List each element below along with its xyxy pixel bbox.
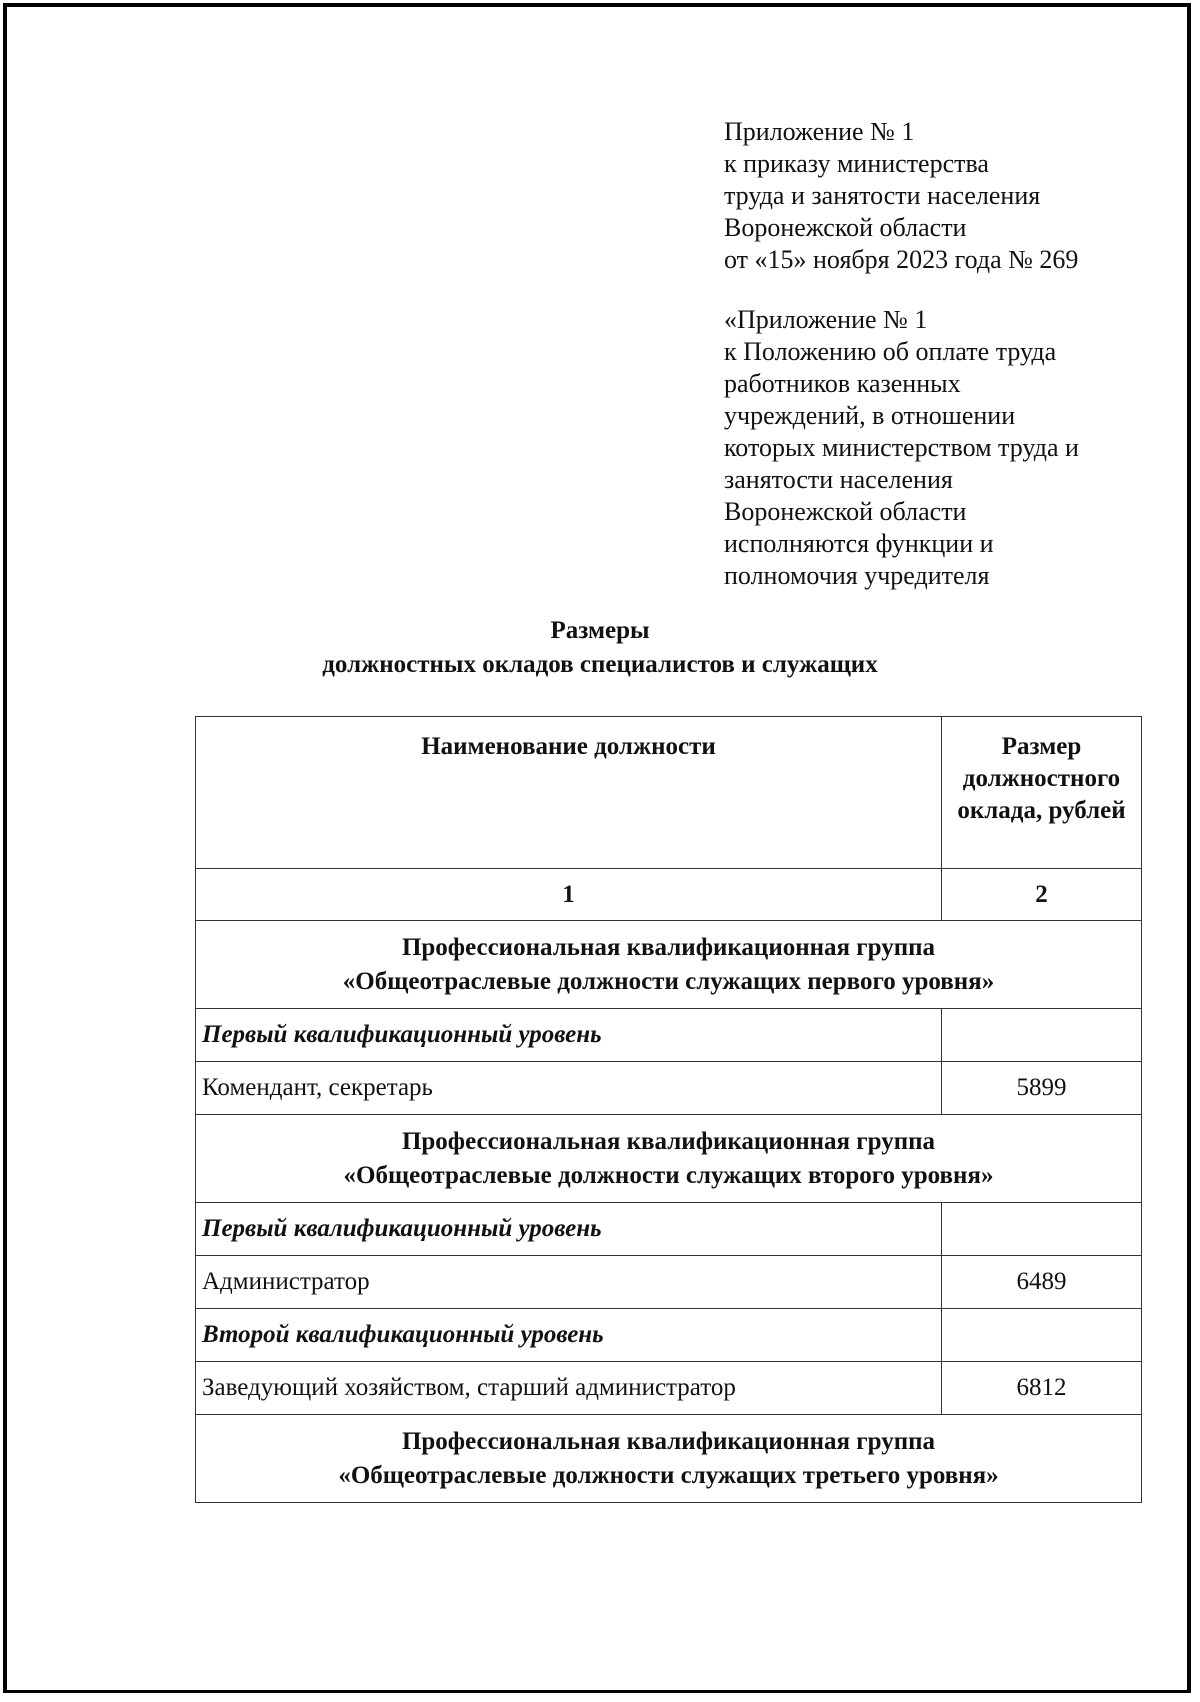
document-title-line2: должностных окладов специалистов и служащих — [322, 651, 878, 678]
document-title — [0, 614, 1200, 682]
annex-regulation-line: которых министерством труда и — [724, 433, 1079, 462]
column-number: 1 — [196, 869, 942, 921]
salary-value: 6812 — [942, 1362, 1142, 1415]
group-title-line2: «Общеотраслевые должности служащих второго уровня» — [343, 1161, 994, 1189]
table-row — [196, 1062, 1142, 1115]
annex-order-block — [724, 116, 1078, 276]
header-salary: Размер должностного оклада, рублей — [942, 717, 1142, 869]
table-row — [196, 1256, 1142, 1309]
level-salary-empty — [942, 1203, 1142, 1256]
annex-order-line: Воронежской области — [724, 213, 967, 242]
level-row — [196, 1009, 1142, 1062]
position-name: Заведующий хозяйством, старший администратор — [196, 1362, 942, 1415]
position-name: Администратор — [196, 1256, 942, 1309]
annex-order-line: Приложение № 1 — [724, 117, 915, 146]
column-number: 2 — [942, 869, 1142, 921]
position-name: Комендант, секретарь — [196, 1062, 942, 1115]
column-numbers-row — [196, 869, 1142, 921]
table-row — [196, 1362, 1142, 1415]
annex-order-line: труда и занятости населения — [724, 181, 1041, 210]
header-position: Наименование должности — [196, 717, 942, 869]
group-row — [196, 921, 1142, 1009]
document-title-line1: Размеры — [550, 617, 650, 644]
level-name: Первый квалификационный уровень — [196, 1009, 942, 1062]
group-title-line2: «Общеотраслевые должности служащих первого уровня» — [342, 967, 995, 995]
annex-regulation-block — [724, 304, 1079, 592]
level-name: Первый квалификационный уровень — [196, 1203, 942, 1256]
annex-regulation-line: занятости населения — [724, 465, 953, 494]
group-row — [196, 1415, 1142, 1503]
annex-regulation-line: исполняются функции и — [724, 529, 994, 558]
annex-regulation-line: к Положению об оплате труда — [724, 337, 1057, 366]
salary-table — [195, 716, 1142, 1503]
level-name: Второй квалификационный уровень — [196, 1309, 942, 1362]
group-title-line1: Профессиональная квалификационная группа — [401, 1127, 936, 1155]
annex-regulation-line: Воронежской области — [724, 497, 967, 526]
annex-regulation-line: работников казенных — [724, 369, 961, 398]
salary-value: 6489 — [942, 1256, 1142, 1309]
group-title-line1: Профессиональная квалификационная группа — [401, 933, 936, 961]
group-title-line2: «Общеотраслевые должности служащих третьего уровня» — [338, 1461, 999, 1489]
table-header-row — [196, 717, 1142, 869]
level-row — [196, 1203, 1142, 1256]
level-row — [196, 1309, 1142, 1362]
annex-regulation-line: «Приложение № 1 — [724, 305, 928, 334]
annex-regulation-line: полномочия учредителя — [724, 561, 990, 590]
level-salary-empty — [942, 1309, 1142, 1362]
level-salary-empty — [942, 1009, 1142, 1062]
group-title-line1: Профессиональная квалификационная группа — [401, 1427, 936, 1455]
group-row — [196, 1115, 1142, 1203]
annex-regulation-line: учреждений, в отношении — [724, 401, 1016, 430]
annex-order-line: к приказу министерства — [724, 149, 989, 178]
salary-value: 5899 — [942, 1062, 1142, 1115]
annex-order-line: от «15» ноября 2023 года № 269 — [724, 245, 1079, 274]
